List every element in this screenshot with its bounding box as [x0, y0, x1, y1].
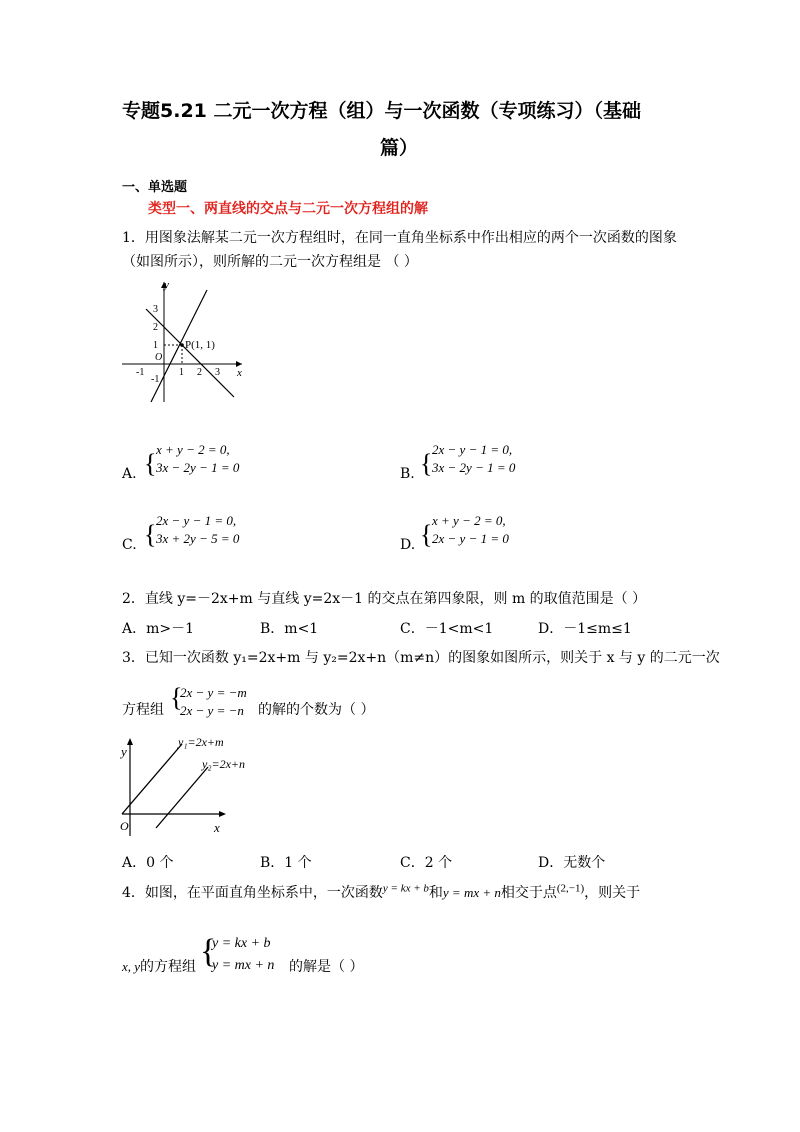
q1-option-a-brace: {: [144, 449, 157, 478]
q4-f2: y = mx + n: [442, 885, 501, 900]
q3-label1: y₁=2x+m: [178, 735, 224, 749]
q4-brace: {: [200, 933, 217, 970]
q4-line2-start: [122, 956, 196, 976]
q1-tick-x-2: 2: [197, 367, 202, 378]
q3-option-c[interactable]: C．2 个: [400, 855, 453, 871]
q1-option-b-system[interactable]: [432, 441, 515, 477]
q3-suffix: 的解的个数为（ ）: [258, 702, 375, 718]
q4-part1: 4．如图，在平面直角坐标系中，一次函数: [122, 885, 383, 901]
q1-tick-y-2: 2: [153, 322, 158, 333]
q1-tick-x-1: 1: [179, 367, 184, 378]
q2-option-d[interactable]: D．－1≤m≤1: [538, 621, 632, 637]
q3-eq2: 2x − y = −n: [180, 703, 244, 718]
q1-tick-x-3: 3: [215, 367, 220, 378]
q1-point-label: P(1, 1): [185, 339, 215, 351]
q1-tick-y-1: 1: [153, 340, 158, 351]
section-heading: 一、单选题: [122, 180, 188, 195]
q1-option-a-eq1: x + y − 2 = 0,: [156, 442, 230, 457]
type-heading: 类型一、两直线的交点与二元一次方程组的解: [148, 201, 428, 217]
q2-option-b[interactable]: B．m<1: [260, 621, 319, 637]
q2-text: 2．直线 y=－2x+m 与直线 y=2x－1 的交点在第四象限，则 m 的取值范围是（ ）: [122, 591, 647, 607]
q1-option-a-letter[interactable]: A.: [122, 466, 137, 482]
q4-eq1: y = kx + b: [212, 936, 271, 951]
q3-option-d[interactable]: D．无数个: [538, 855, 606, 871]
q4-f1: y = kx + b: [382, 882, 429, 895]
q1-tick-y-3: 3: [153, 304, 158, 315]
q1-x-label: x: [237, 367, 242, 379]
q1-option-d-eq1: x + y − 2 = 0,: [432, 513, 506, 528]
q1-option-d-letter[interactable]: D.: [400, 537, 416, 553]
q1-origin: O: [155, 352, 163, 363]
q3-label2: y₂=2x+n: [202, 757, 246, 771]
page-title-line1: 专题5.21 二元一次方程（组）与一次函数（专项练习）（基础: [122, 100, 641, 122]
q1-option-b-eq2: 3x − 2y − 1 = 0: [432, 460, 516, 475]
q3-option-b[interactable]: B．1 个: [260, 855, 312, 871]
q1-option-d-brace: {: [420, 520, 433, 549]
q4-part2: 相交于点: [500, 885, 557, 901]
q1-option-d-eq2: 2x − y − 1 = 0: [432, 531, 509, 546]
q1-option-d-system[interactable]: [432, 512, 509, 548]
q4-vars: x, y: [122, 959, 141, 974]
q1-line2: （如图所示），则所解的二元一次方程组是 （ ）: [122, 254, 418, 270]
q1-graph: [118, 278, 248, 406]
q3-option-a[interactable]: A．0 个: [122, 855, 174, 871]
q3-origin: O: [120, 819, 129, 833]
page-title-line2: 篇）: [380, 137, 419, 159]
q1-option-b-letter[interactable]: B.: [400, 466, 415, 482]
q1-y-label: y: [164, 279, 169, 291]
q1-option-c-eq1: 2x − y − 1 = 0,: [156, 513, 237, 528]
q1-option-b-brace: {: [420, 449, 433, 478]
q1-option-a-system[interactable]: [156, 441, 239, 477]
q1-option-c-letter[interactable]: C.: [122, 537, 137, 553]
q1-option-a-eq2: 3x − 2y − 1 = 0: [156, 460, 240, 475]
q2-option-c[interactable]: C．－1<m<1: [400, 621, 494, 637]
q3-graph: [118, 732, 248, 840]
q3-eq1: 2x − y = −m: [180, 685, 247, 700]
q3-y-label: y: [121, 744, 127, 759]
q3-brace: {: [170, 683, 183, 712]
q1-option-c-brace: {: [144, 520, 157, 549]
q4-eq2: y = mx + n: [212, 958, 275, 973]
q1-option-b-eq1: 2x − y − 1 = 0,: [432, 442, 513, 457]
q3-line1: 3．已知一次函数 y₁=2x+m 与 y₂=2x+n（m≠n）的图象如图所示，则关于 x 与 y 的二元一次: [122, 650, 720, 666]
q4-point: (2,−1): [556, 882, 585, 895]
q3-system: [180, 684, 247, 720]
q4-part5: 的解是（ ）: [289, 959, 364, 975]
q4-part4: 的方程组: [140, 959, 197, 975]
q1-option-c-eq2: 3x + 2y − 5 = 0: [156, 531, 240, 546]
q2-option-a[interactable]: A．m>－1: [122, 621, 195, 637]
q3-prefix: 方程组: [122, 702, 164, 718]
q4-system: [212, 933, 274, 977]
q1-tick-y-neg1: -1: [151, 374, 160, 385]
q1-line1: 1．用图象法解某二元一次方程组时，在同一直角坐标系中作出相应的两个一次函数的图象: [122, 230, 677, 246]
q4-part3: ，则关于: [584, 885, 641, 901]
q3-x-label: x: [214, 820, 220, 835]
q1-tick-x-neg1: -1: [136, 367, 145, 378]
q4-line1: [122, 882, 640, 902]
q1-option-c-system[interactable]: [156, 512, 239, 548]
q4-and: 和: [428, 885, 443, 901]
